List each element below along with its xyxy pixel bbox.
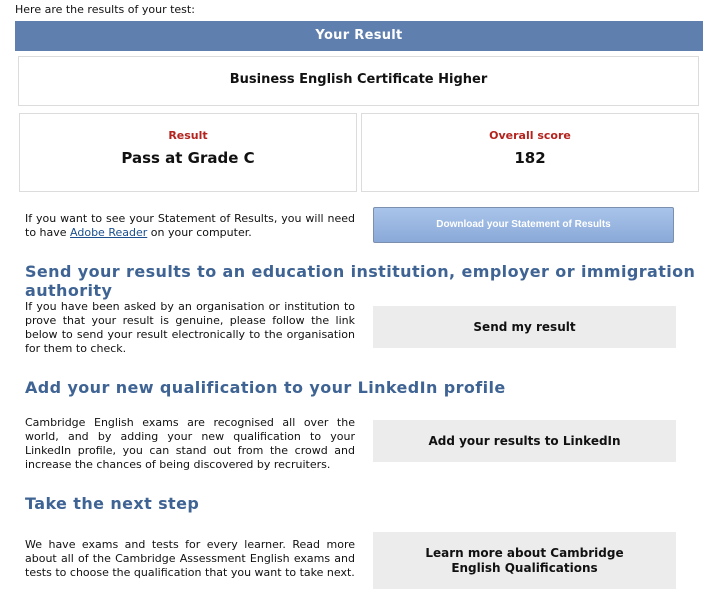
send-results-title: Send your results to an education institution, employer or immigration authority [25, 262, 696, 300]
result-box [19, 113, 357, 192]
overall-score-value: 182 [514, 149, 546, 167]
statement-text-before: If you want to see your Statement of Results, you will need to have [25, 212, 355, 239]
statement-text-after: on your computer. [147, 226, 252, 239]
linkedin-text: Cambridge English exams are recognised all over the world, and by adding your new qualification to your LinkedIn profile, you can stand out from the crowd and increase the chances of being discovered by recruiters. [25, 416, 355, 471]
overall-score-box [361, 113, 699, 192]
send-results-text: If you have been asked by an organisation or institution to prove that your result is genuine, please follow the link below to send your result electronically to the organisation for them to check. [25, 300, 355, 355]
send-my-result-button[interactable] [373, 306, 676, 348]
add-to-linkedin-button[interactable] [373, 420, 676, 462]
statement-text [25, 212, 355, 240]
download-statement-button[interactable]: Download your Statement of Results [373, 207, 674, 243]
adobe-reader-link[interactable]: Adobe Reader [70, 226, 148, 239]
certificate-name: Business English Certificate Higher [18, 56, 699, 106]
send-my-result-label: Send my result [473, 319, 576, 334]
learn-more-button[interactable] [373, 532, 676, 589]
next-step-text: We have exams and tests for every learner. Read more about all of the Cambridge Assessment English exams and tests to choose the qualification that you want to take next. [25, 538, 355, 579]
learn-more-label: Learn more about Cambridge English Qualifications [425, 545, 624, 575]
next-step-title: Take the next step [25, 494, 200, 513]
add-to-linkedin-label: Add your results to LinkedIn [428, 433, 621, 448]
result-label: Result [168, 129, 208, 142]
result-value: Pass at Grade C [121, 149, 255, 167]
intro-text: Here are the results of your test: [15, 3, 195, 16]
linkedin-title: Add your new qualification to your LinkedIn profile [25, 378, 506, 397]
overall-score-label: Overall score [489, 129, 571, 142]
result-header: Your Result [15, 21, 703, 51]
